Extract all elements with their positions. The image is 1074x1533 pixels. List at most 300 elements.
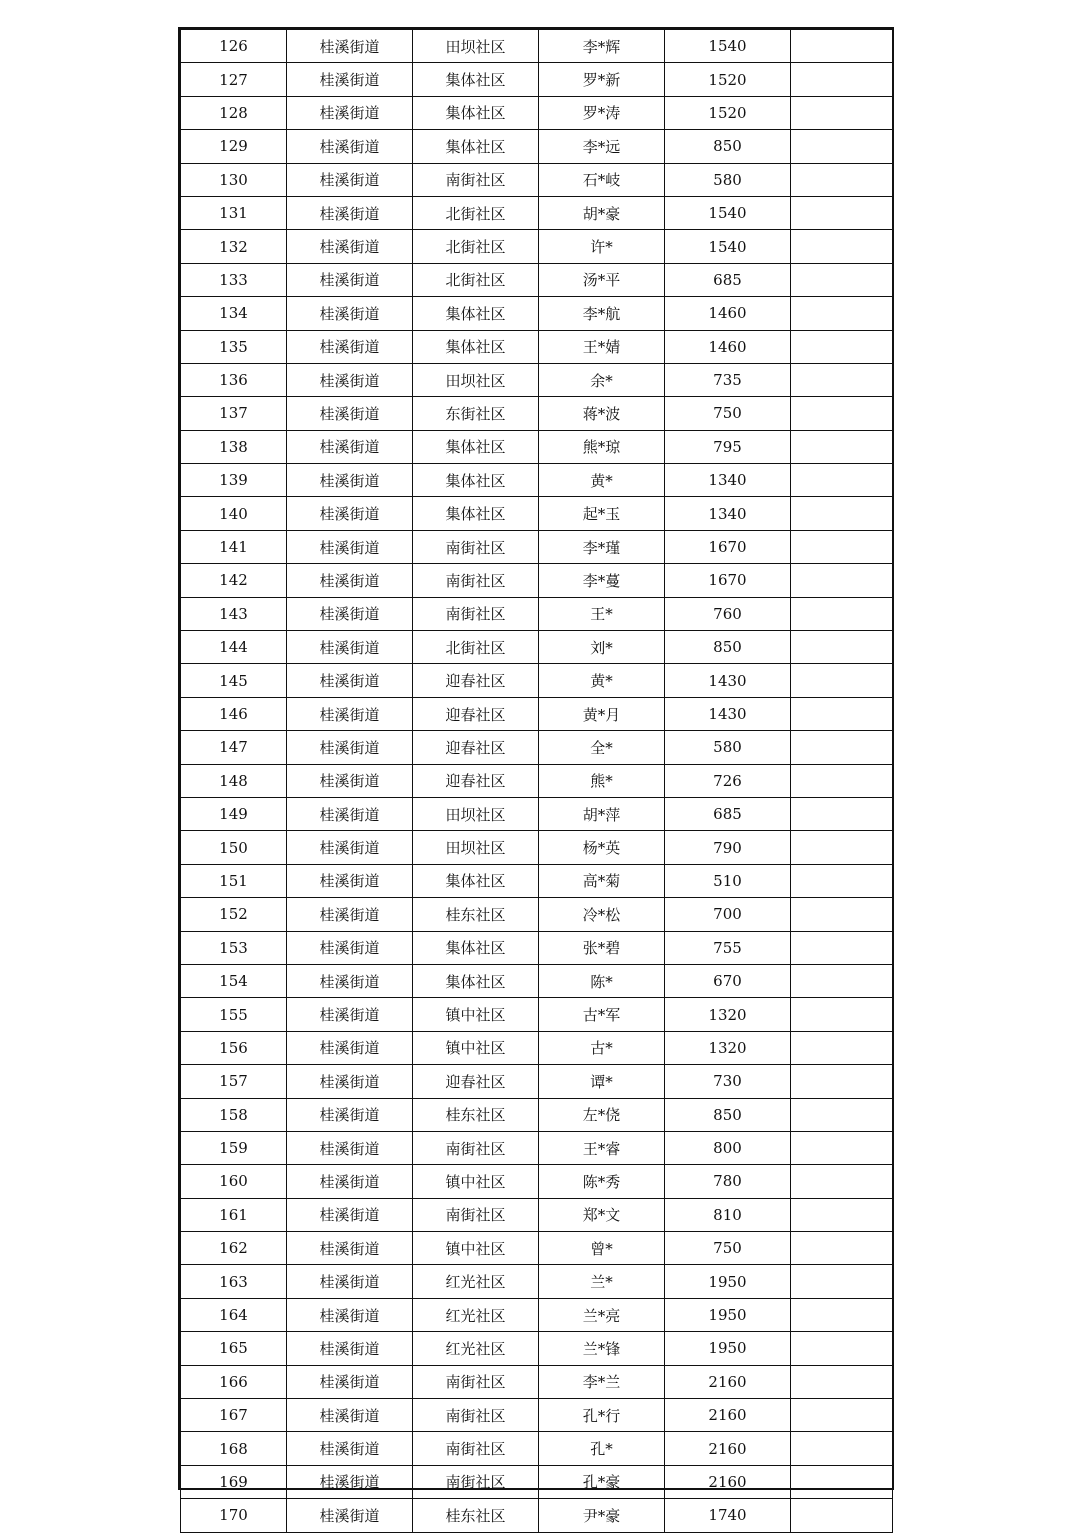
cell-index: 170 bbox=[181, 1499, 287, 1532]
cell-name: 刘* bbox=[539, 631, 665, 664]
cell-street: 桂溪街道 bbox=[287, 1365, 413, 1398]
cell-name: 黄*月 bbox=[539, 697, 665, 730]
cell-amount: 1460 bbox=[665, 297, 791, 330]
cell-index: 154 bbox=[181, 964, 287, 997]
cell-amount: 700 bbox=[665, 898, 791, 931]
cell-index: 143 bbox=[181, 597, 287, 630]
cell-name: 胡*豪 bbox=[539, 196, 665, 229]
cell-name: 黄* bbox=[539, 464, 665, 497]
cell-name: 石*岐 bbox=[539, 163, 665, 196]
cell-street: 桂溪街道 bbox=[287, 30, 413, 63]
cell-amount: 2160 bbox=[665, 1465, 791, 1498]
cell-remark bbox=[791, 631, 893, 664]
cell-index: 147 bbox=[181, 731, 287, 764]
cell-remark bbox=[791, 864, 893, 897]
cell-remark bbox=[791, 330, 893, 363]
cell-remark bbox=[791, 831, 893, 864]
cell-name: 孔* bbox=[539, 1432, 665, 1465]
table-row bbox=[181, 1131, 893, 1164]
cell-index: 127 bbox=[181, 63, 287, 96]
cell-street: 桂溪街道 bbox=[287, 797, 413, 830]
cell-community: 南街社区 bbox=[413, 530, 539, 563]
cell-street: 桂溪街道 bbox=[287, 1332, 413, 1365]
table-row bbox=[181, 1165, 893, 1198]
cell-amount: 750 bbox=[665, 1232, 791, 1265]
cell-remark bbox=[791, 63, 893, 96]
table-row bbox=[181, 464, 893, 497]
cell-community: 南街社区 bbox=[413, 1399, 539, 1432]
cell-community: 桂东社区 bbox=[413, 1098, 539, 1131]
cell-index: 163 bbox=[181, 1265, 287, 1298]
table-row bbox=[181, 1098, 893, 1131]
cell-index: 131 bbox=[181, 196, 287, 229]
cell-amount: 1430 bbox=[665, 697, 791, 730]
cell-remark bbox=[791, 363, 893, 396]
cell-community: 迎春社区 bbox=[413, 1065, 539, 1098]
cell-remark bbox=[791, 130, 893, 163]
cell-name: 孔*行 bbox=[539, 1399, 665, 1432]
cell-community: 北街社区 bbox=[413, 263, 539, 296]
cell-street: 桂溪街道 bbox=[287, 163, 413, 196]
table-row bbox=[181, 964, 893, 997]
cell-amount: 1430 bbox=[665, 664, 791, 697]
table-row bbox=[181, 497, 893, 530]
cell-street: 桂溪街道 bbox=[287, 564, 413, 597]
cell-index: 165 bbox=[181, 1332, 287, 1365]
cell-amount: 1320 bbox=[665, 998, 791, 1031]
cell-remark bbox=[791, 564, 893, 597]
cell-index: 139 bbox=[181, 464, 287, 497]
cell-street: 桂溪街道 bbox=[287, 330, 413, 363]
cell-remark bbox=[791, 1365, 893, 1398]
cell-index: 146 bbox=[181, 697, 287, 730]
cell-community: 北街社区 bbox=[413, 230, 539, 263]
cell-name: 蒋*波 bbox=[539, 397, 665, 430]
cell-index: 128 bbox=[181, 96, 287, 129]
cell-street: 桂溪街道 bbox=[287, 230, 413, 263]
cell-index: 169 bbox=[181, 1465, 287, 1498]
cell-community: 田坝社区 bbox=[413, 363, 539, 396]
cell-community: 镇中社区 bbox=[413, 1232, 539, 1265]
table-row bbox=[181, 731, 893, 764]
cell-street: 桂溪街道 bbox=[287, 297, 413, 330]
table-row bbox=[181, 397, 893, 430]
cell-street: 桂溪街道 bbox=[287, 731, 413, 764]
cell-remark bbox=[791, 898, 893, 931]
table-row bbox=[181, 1065, 893, 1098]
cell-street: 桂溪街道 bbox=[287, 130, 413, 163]
cell-index: 135 bbox=[181, 330, 287, 363]
cell-street: 桂溪街道 bbox=[287, 96, 413, 129]
cell-community: 田坝社区 bbox=[413, 30, 539, 63]
cell-community: 镇中社区 bbox=[413, 1031, 539, 1064]
cell-street: 桂溪街道 bbox=[287, 1499, 413, 1532]
cell-amount: 2160 bbox=[665, 1399, 791, 1432]
cell-amount: 790 bbox=[665, 831, 791, 864]
cell-amount: 670 bbox=[665, 964, 791, 997]
cell-community: 迎春社区 bbox=[413, 731, 539, 764]
cell-amount: 580 bbox=[665, 731, 791, 764]
cell-amount: 1520 bbox=[665, 96, 791, 129]
table-row bbox=[181, 230, 893, 263]
cell-amount: 800 bbox=[665, 1131, 791, 1164]
cell-street: 桂溪街道 bbox=[287, 898, 413, 931]
cell-street: 桂溪街道 bbox=[287, 497, 413, 530]
cell-remark bbox=[791, 1332, 893, 1365]
table-row bbox=[181, 297, 893, 330]
cell-name: 罗*涛 bbox=[539, 96, 665, 129]
cell-remark bbox=[791, 697, 893, 730]
cell-name: 曾* bbox=[539, 1232, 665, 1265]
cell-remark bbox=[791, 96, 893, 129]
cell-name: 李*辉 bbox=[539, 30, 665, 63]
cell-name: 黄* bbox=[539, 664, 665, 697]
cell-amount: 1950 bbox=[665, 1265, 791, 1298]
table-row bbox=[181, 1465, 893, 1498]
cell-remark bbox=[791, 1065, 893, 1098]
cell-name: 李*远 bbox=[539, 130, 665, 163]
cell-index: 152 bbox=[181, 898, 287, 931]
cell-community: 南街社区 bbox=[413, 597, 539, 630]
cell-index: 144 bbox=[181, 631, 287, 664]
cell-index: 160 bbox=[181, 1165, 287, 1198]
table-row bbox=[181, 430, 893, 463]
cell-community: 集体社区 bbox=[413, 297, 539, 330]
table-row bbox=[181, 864, 893, 897]
cell-index: 157 bbox=[181, 1065, 287, 1098]
cell-name: 杨*英 bbox=[539, 831, 665, 864]
cell-amount: 1950 bbox=[665, 1298, 791, 1331]
table-row bbox=[181, 764, 893, 797]
cell-street: 桂溪街道 bbox=[287, 831, 413, 864]
cell-remark bbox=[791, 998, 893, 1031]
table-row bbox=[181, 898, 893, 931]
cell-index: 137 bbox=[181, 397, 287, 430]
cell-amount: 850 bbox=[665, 1098, 791, 1131]
table-row bbox=[181, 1432, 893, 1465]
cell-street: 桂溪街道 bbox=[287, 530, 413, 563]
cell-community: 集体社区 bbox=[413, 497, 539, 530]
cell-street: 桂溪街道 bbox=[287, 864, 413, 897]
cell-remark bbox=[791, 530, 893, 563]
table-row bbox=[181, 664, 893, 697]
cell-amount: 795 bbox=[665, 430, 791, 463]
cell-amount: 510 bbox=[665, 864, 791, 897]
table-row bbox=[181, 30, 893, 63]
cell-community: 桂东社区 bbox=[413, 1499, 539, 1532]
cell-street: 桂溪街道 bbox=[287, 1165, 413, 1198]
cell-street: 桂溪街道 bbox=[287, 1031, 413, 1064]
cell-street: 桂溪街道 bbox=[287, 63, 413, 96]
cell-name: 张*碧 bbox=[539, 931, 665, 964]
cell-community: 田坝社区 bbox=[413, 831, 539, 864]
cell-amount: 1540 bbox=[665, 196, 791, 229]
cell-community: 镇中社区 bbox=[413, 1165, 539, 1198]
cell-name: 全* bbox=[539, 731, 665, 764]
cell-remark bbox=[791, 1399, 893, 1432]
cell-index: 161 bbox=[181, 1198, 287, 1231]
cell-community: 集体社区 bbox=[413, 130, 539, 163]
cell-community: 南街社区 bbox=[413, 564, 539, 597]
cell-community: 集体社区 bbox=[413, 430, 539, 463]
table-row bbox=[181, 564, 893, 597]
cell-community: 迎春社区 bbox=[413, 764, 539, 797]
cell-amount: 780 bbox=[665, 1165, 791, 1198]
cell-remark bbox=[791, 30, 893, 63]
cell-amount: 1540 bbox=[665, 30, 791, 63]
cell-street: 桂溪街道 bbox=[287, 263, 413, 296]
cell-amount: 580 bbox=[665, 163, 791, 196]
table-row bbox=[181, 263, 893, 296]
cell-community: 南街社区 bbox=[413, 1198, 539, 1231]
cell-name: 胡*萍 bbox=[539, 797, 665, 830]
cell-remark bbox=[791, 163, 893, 196]
cell-amount: 685 bbox=[665, 263, 791, 296]
cell-name: 孔*豪 bbox=[539, 1465, 665, 1498]
cell-name: 起*玉 bbox=[539, 497, 665, 530]
table-row bbox=[181, 330, 893, 363]
table-row bbox=[181, 63, 893, 96]
cell-community: 南街社区 bbox=[413, 1131, 539, 1164]
cell-name: 余* bbox=[539, 363, 665, 396]
cell-street: 桂溪街道 bbox=[287, 1232, 413, 1265]
cell-index: 138 bbox=[181, 430, 287, 463]
cell-name: 李*兰 bbox=[539, 1365, 665, 1398]
cell-remark bbox=[791, 263, 893, 296]
cell-name: 罗*新 bbox=[539, 63, 665, 96]
table-row bbox=[181, 797, 893, 830]
cell-index: 155 bbox=[181, 998, 287, 1031]
cell-name: 王*婧 bbox=[539, 330, 665, 363]
cell-community: 集体社区 bbox=[413, 864, 539, 897]
cell-index: 156 bbox=[181, 1031, 287, 1064]
cell-index: 159 bbox=[181, 1131, 287, 1164]
cell-name: 李*瑾 bbox=[539, 530, 665, 563]
cell-index: 164 bbox=[181, 1298, 287, 1331]
cell-amount: 1740 bbox=[665, 1499, 791, 1532]
cell-street: 桂溪街道 bbox=[287, 397, 413, 430]
cell-name: 左*侥 bbox=[539, 1098, 665, 1131]
cell-remark bbox=[791, 497, 893, 530]
cell-amount: 850 bbox=[665, 130, 791, 163]
cell-community: 田坝社区 bbox=[413, 797, 539, 830]
cell-index: 134 bbox=[181, 297, 287, 330]
cell-street: 桂溪街道 bbox=[287, 1065, 413, 1098]
cell-amount: 760 bbox=[665, 597, 791, 630]
cell-amount: 1540 bbox=[665, 230, 791, 263]
cell-amount: 2160 bbox=[665, 1365, 791, 1398]
cell-index: 136 bbox=[181, 363, 287, 396]
cell-community: 南街社区 bbox=[413, 1465, 539, 1498]
cell-street: 桂溪街道 bbox=[287, 964, 413, 997]
table-row bbox=[181, 1198, 893, 1231]
cell-index: 142 bbox=[181, 564, 287, 597]
cell-remark bbox=[791, 731, 893, 764]
table-row bbox=[181, 931, 893, 964]
cell-amount: 1670 bbox=[665, 530, 791, 563]
cell-name: 陈* bbox=[539, 964, 665, 997]
cell-name: 李*航 bbox=[539, 297, 665, 330]
cell-street: 桂溪街道 bbox=[287, 1465, 413, 1498]
cell-remark bbox=[791, 1465, 893, 1498]
cell-community: 集体社区 bbox=[413, 96, 539, 129]
cell-amount: 1670 bbox=[665, 564, 791, 597]
cell-community: 迎春社区 bbox=[413, 664, 539, 697]
cell-street: 桂溪街道 bbox=[287, 1198, 413, 1231]
cell-street: 桂溪街道 bbox=[287, 664, 413, 697]
cell-index: 140 bbox=[181, 497, 287, 530]
cell-remark bbox=[791, 464, 893, 497]
cell-index: 167 bbox=[181, 1399, 287, 1432]
cell-community: 南街社区 bbox=[413, 1365, 539, 1398]
cell-index: 149 bbox=[181, 797, 287, 830]
table-row bbox=[181, 530, 893, 563]
cell-community: 北街社区 bbox=[413, 196, 539, 229]
cell-community: 集体社区 bbox=[413, 964, 539, 997]
cell-street: 桂溪街道 bbox=[287, 998, 413, 1031]
cell-amount: 1340 bbox=[665, 497, 791, 530]
cell-remark bbox=[791, 1098, 893, 1131]
cell-community: 红光社区 bbox=[413, 1298, 539, 1331]
cell-street: 桂溪街道 bbox=[287, 1298, 413, 1331]
data-table bbox=[180, 29, 893, 1533]
cell-community: 红光社区 bbox=[413, 1332, 539, 1365]
cell-remark bbox=[791, 1432, 893, 1465]
cell-index: 166 bbox=[181, 1365, 287, 1398]
cell-amount: 850 bbox=[665, 631, 791, 664]
cell-street: 桂溪街道 bbox=[287, 1131, 413, 1164]
cell-name: 许* bbox=[539, 230, 665, 263]
cell-community: 集体社区 bbox=[413, 931, 539, 964]
cell-name: 兰*亮 bbox=[539, 1298, 665, 1331]
cell-index: 130 bbox=[181, 163, 287, 196]
cell-amount: 730 bbox=[665, 1065, 791, 1098]
cell-name: 汤*平 bbox=[539, 263, 665, 296]
cell-index: 168 bbox=[181, 1432, 287, 1465]
cell-amount: 1340 bbox=[665, 464, 791, 497]
cell-index: 150 bbox=[181, 831, 287, 864]
table-row bbox=[181, 1332, 893, 1365]
cell-amount: 1950 bbox=[665, 1332, 791, 1365]
cell-amount: 1320 bbox=[665, 1031, 791, 1064]
cell-index: 151 bbox=[181, 864, 287, 897]
table-body bbox=[181, 30, 893, 1533]
cell-remark bbox=[791, 764, 893, 797]
cell-remark bbox=[791, 1198, 893, 1231]
cell-street: 桂溪街道 bbox=[287, 1399, 413, 1432]
cell-amount: 2160 bbox=[665, 1432, 791, 1465]
table-row bbox=[181, 697, 893, 730]
cell-remark bbox=[791, 297, 893, 330]
cell-street: 桂溪街道 bbox=[287, 597, 413, 630]
cell-index: 129 bbox=[181, 130, 287, 163]
table-row bbox=[181, 1298, 893, 1331]
cell-community: 红光社区 bbox=[413, 1265, 539, 1298]
cell-index: 132 bbox=[181, 230, 287, 263]
cell-name: 熊* bbox=[539, 764, 665, 797]
cell-amount: 750 bbox=[665, 397, 791, 430]
cell-index: 162 bbox=[181, 1232, 287, 1265]
cell-street: 桂溪街道 bbox=[287, 363, 413, 396]
cell-name: 王* bbox=[539, 597, 665, 630]
cell-street: 桂溪街道 bbox=[287, 931, 413, 964]
cell-community: 南街社区 bbox=[413, 1432, 539, 1465]
cell-index: 133 bbox=[181, 263, 287, 296]
cell-name: 兰* bbox=[539, 1265, 665, 1298]
cell-remark bbox=[791, 664, 893, 697]
cell-remark bbox=[791, 964, 893, 997]
table-row bbox=[181, 1232, 893, 1265]
cell-remark bbox=[791, 1499, 893, 1532]
cell-street: 桂溪街道 bbox=[287, 1265, 413, 1298]
cell-index: 158 bbox=[181, 1098, 287, 1131]
table-row bbox=[181, 196, 893, 229]
cell-remark bbox=[791, 430, 893, 463]
cell-community: 镇中社区 bbox=[413, 998, 539, 1031]
cell-amount: 726 bbox=[665, 764, 791, 797]
cell-street: 桂溪街道 bbox=[287, 697, 413, 730]
cell-amount: 810 bbox=[665, 1198, 791, 1231]
cell-name: 李*蔓 bbox=[539, 564, 665, 597]
cell-index: 145 bbox=[181, 664, 287, 697]
table-row bbox=[181, 998, 893, 1031]
cell-index: 126 bbox=[181, 30, 287, 63]
cell-community: 集体社区 bbox=[413, 330, 539, 363]
cell-street: 桂溪街道 bbox=[287, 430, 413, 463]
cell-remark bbox=[791, 1265, 893, 1298]
cell-amount: 735 bbox=[665, 363, 791, 396]
cell-remark bbox=[791, 797, 893, 830]
cell-name: 兰*锋 bbox=[539, 1332, 665, 1365]
cell-name: 古* bbox=[539, 1031, 665, 1064]
cell-name: 陈*秀 bbox=[539, 1165, 665, 1198]
cell-remark bbox=[791, 196, 893, 229]
table-row bbox=[181, 1499, 893, 1532]
cell-community: 迎春社区 bbox=[413, 697, 539, 730]
table-row bbox=[181, 1365, 893, 1398]
cell-name: 郑*文 bbox=[539, 1198, 665, 1231]
cell-amount: 1520 bbox=[665, 63, 791, 96]
table-sheet bbox=[178, 27, 894, 1525]
cell-community: 北街社区 bbox=[413, 631, 539, 664]
cell-street: 桂溪街道 bbox=[287, 1432, 413, 1465]
table-row bbox=[181, 96, 893, 129]
cell-amount: 1460 bbox=[665, 330, 791, 363]
cell-remark bbox=[791, 1165, 893, 1198]
table-row bbox=[181, 597, 893, 630]
cell-remark bbox=[791, 1031, 893, 1064]
table-row bbox=[181, 631, 893, 664]
cell-name: 谭* bbox=[539, 1065, 665, 1098]
cell-name: 冷*松 bbox=[539, 898, 665, 931]
cell-name: 高*菊 bbox=[539, 864, 665, 897]
cell-community: 东街社区 bbox=[413, 397, 539, 430]
cell-community: 南街社区 bbox=[413, 163, 539, 196]
cell-remark bbox=[791, 230, 893, 263]
cell-street: 桂溪街道 bbox=[287, 764, 413, 797]
cell-amount: 685 bbox=[665, 797, 791, 830]
cell-remark bbox=[791, 397, 893, 430]
cell-remark bbox=[791, 931, 893, 964]
cell-community: 桂东社区 bbox=[413, 898, 539, 931]
cell-name: 古*军 bbox=[539, 998, 665, 1031]
cell-name: 王*睿 bbox=[539, 1131, 665, 1164]
cell-community: 集体社区 bbox=[413, 63, 539, 96]
cell-remark bbox=[791, 597, 893, 630]
cell-index: 153 bbox=[181, 931, 287, 964]
cell-street: 桂溪街道 bbox=[287, 196, 413, 229]
cell-amount: 755 bbox=[665, 931, 791, 964]
